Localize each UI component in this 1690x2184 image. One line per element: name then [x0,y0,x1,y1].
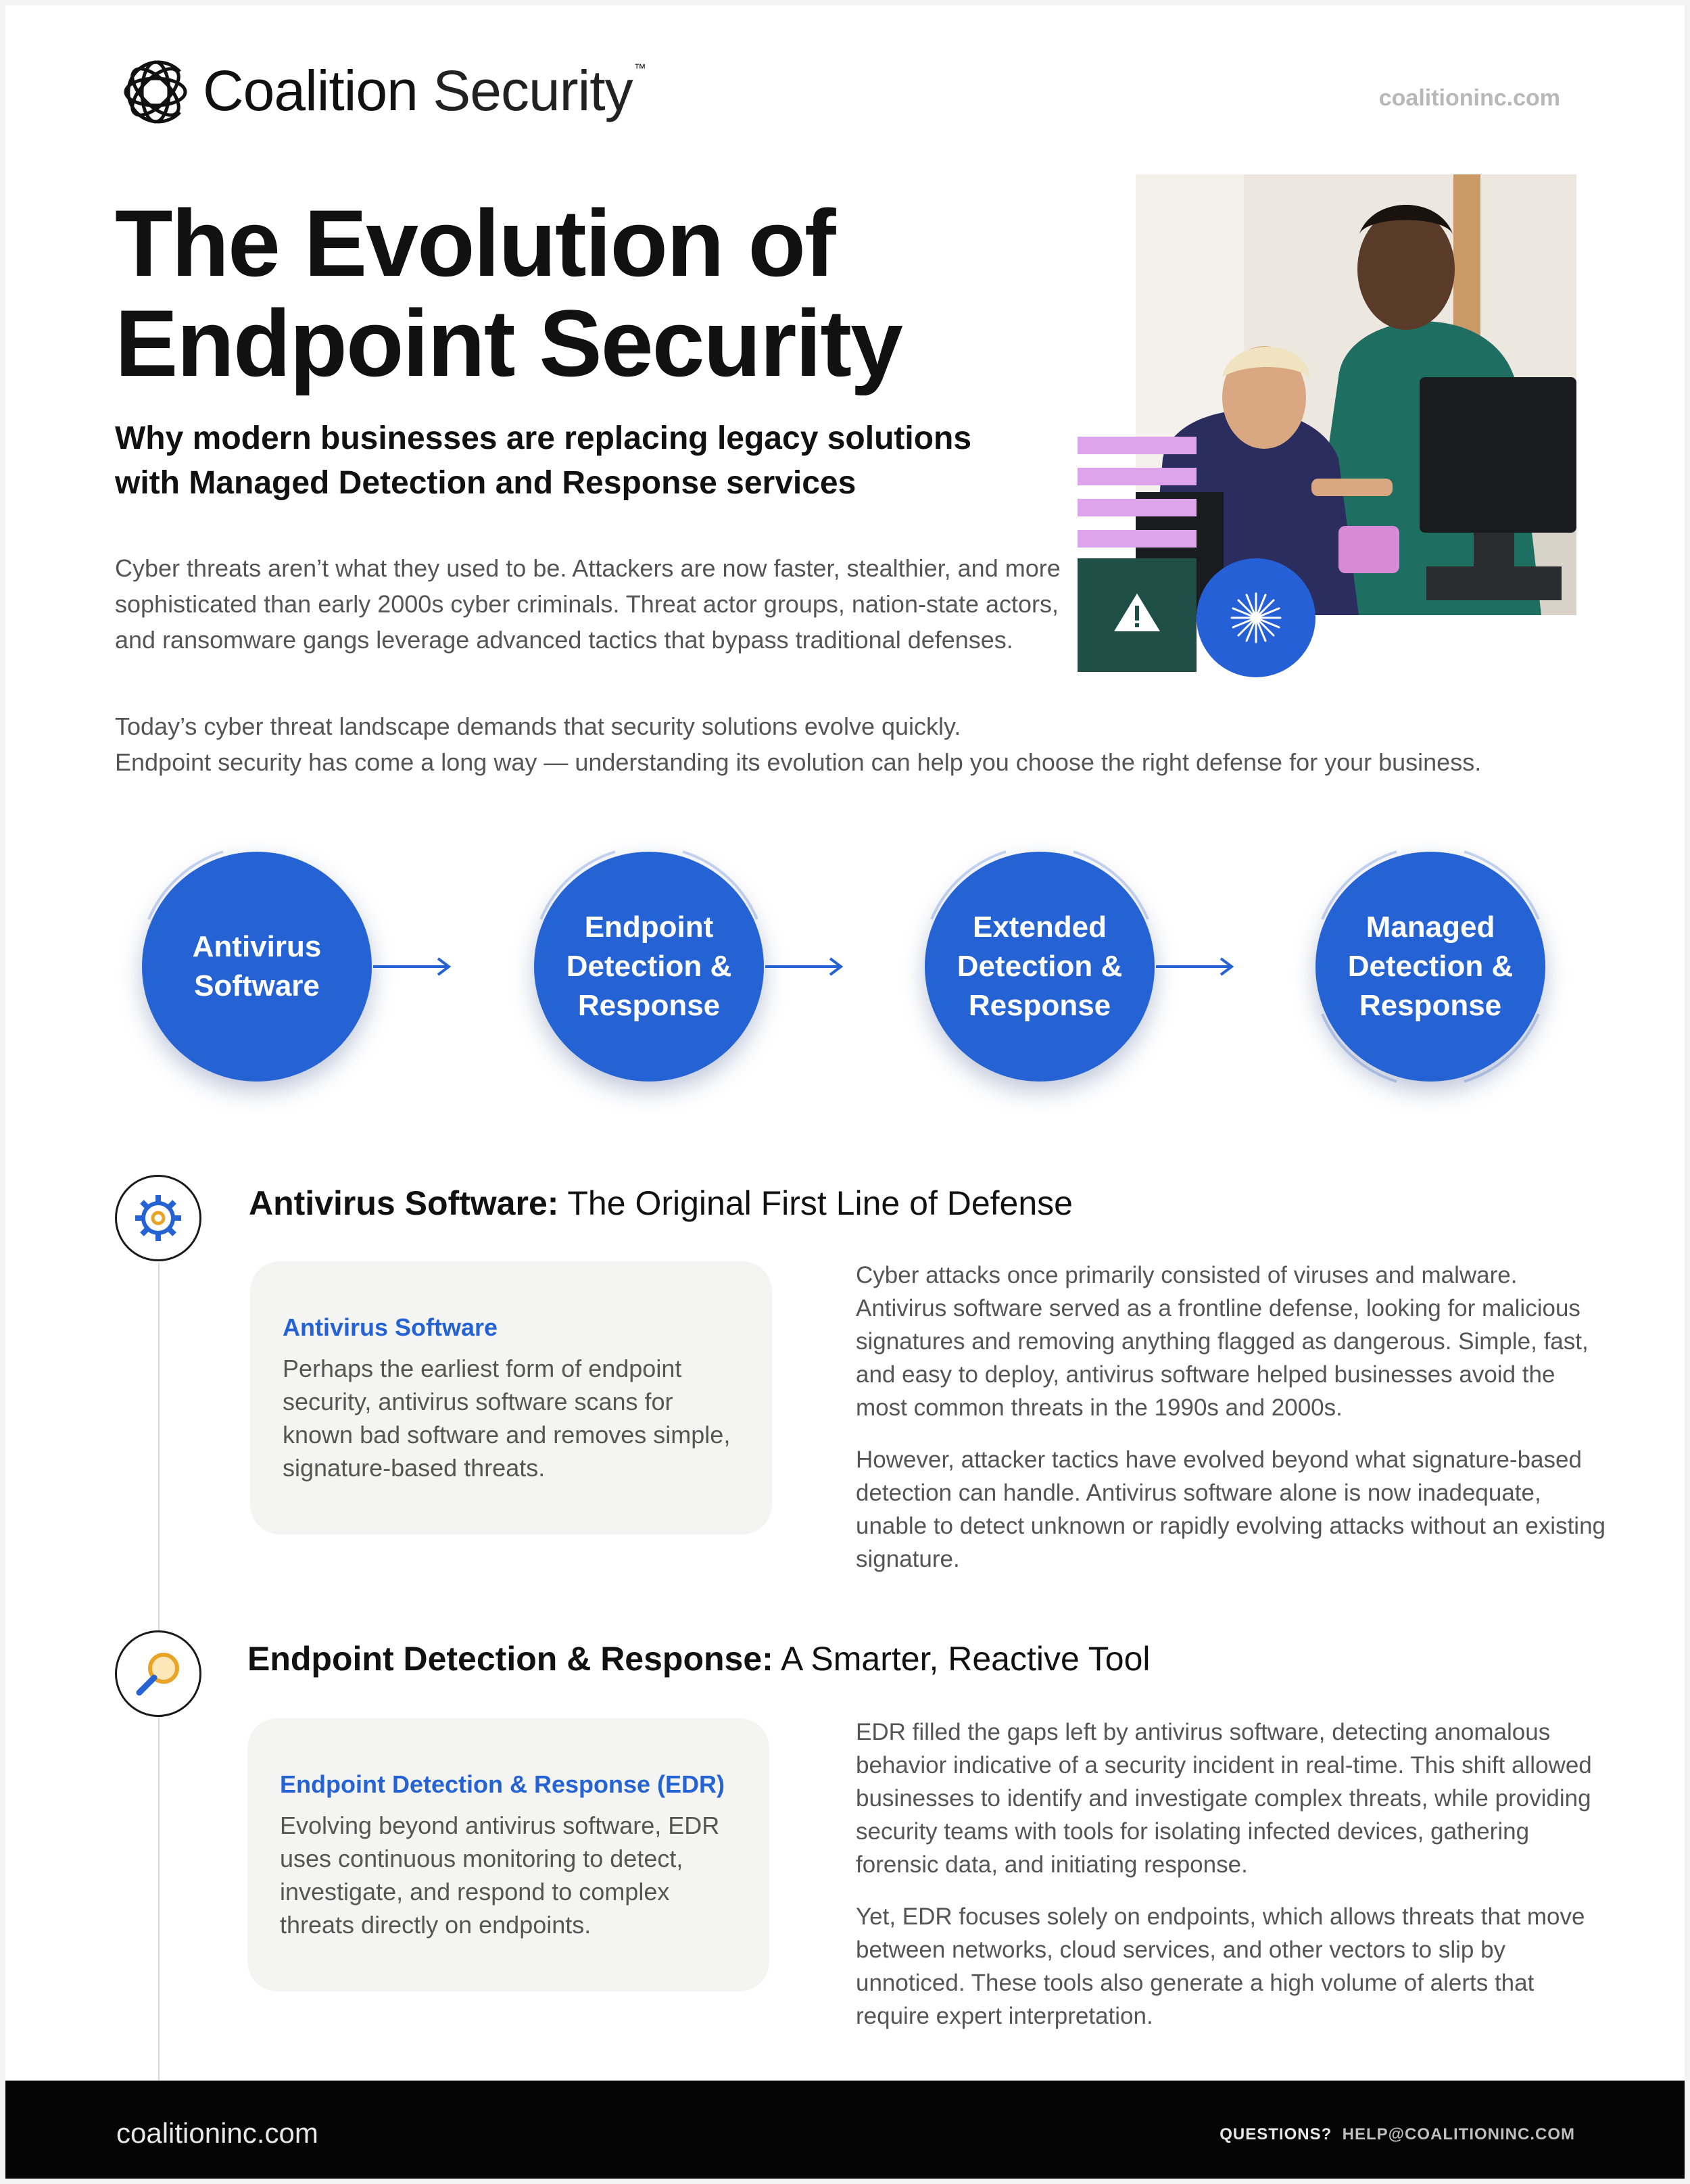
magnifier-icon [130,1645,187,1702]
intro-paragraph-2-line-2: Endpoint security has come a long way — understanding its evolution can help you choose the right defense for your business. [115,748,1482,776]
flow-step-4-line-3: Response [1359,989,1502,1022]
flow-step-1-line-1: Antivirus [192,930,322,963]
section-icon-badge [115,1630,201,1717]
flow-step-4-line-1: Managed [1366,911,1495,944]
flow-step-2-line-2: Detection & [566,950,732,983]
trademark: ™ [633,62,646,75]
section-2-heading [247,1639,1151,1679]
flow-step-mdr [1315,852,1545,1082]
section-2-card-title: Endpoint Detection & Response (EDR) [280,1770,725,1798]
header-url-link[interactable]: coalitioninc.com [1378,85,1560,111]
flow-step-3-line-2: Detection & [957,950,1123,983]
flow-step-edr [534,852,764,1082]
section-1-paragraph-1: Cyber attacks once primarily consisted of viruses and malware. Antivirus software served as a frontline defense, looking for malicious signatures and removing anything flagged as dangerous. Simple, fast, and easy to deploy, antivirus software helped businesses avoid the most common threats in the 1990s and 2000s. [856,1262,1589,1421]
footer-questions-label: QUESTIONS? [1220,2125,1332,2143]
subtitle-line-2: with Managed Detection and Response services [115,465,856,501]
section-2-paragraph-1: EDR filled the gaps left by antivirus software, detecting anomalous behavior indicative of a security incident in real-time. This shift allowed businesses to identify and investigate complex threats, while providing security teams with tools for isolating infected devices, gathering forensic data, and initiating response. [856,1719,1592,1878]
flow-step-1-line-2: Software [194,969,320,1002]
flow-step-3-line-3: Response [968,989,1111,1022]
section-2-heading-bold: Endpoint Detection & Response: [247,1640,773,1678]
lavender-stripes [1078,437,1197,561]
flow-step-antivirus [142,852,372,1082]
arrow-right-icon [373,953,454,980]
coalition-logo-icon [115,51,196,132]
intro-paragraph-2-line-1: Today’s cyber threat landscape demands that security solutions evolve quickly. [115,712,961,740]
section-1-card-title: Antivirus Software [283,1313,498,1341]
flow-step-4-line-2: Detection & [1347,950,1514,983]
section-2-card [247,1718,769,1991]
brand-wordmark [203,59,646,122]
section-2-heading-rest: A Smarter, Reactive Tool [773,1640,1151,1678]
title-line-1: The Evolution of [115,190,835,296]
title-line-2: Endpoint Security [115,290,902,396]
brand-suffix: Security [433,59,633,122]
hero-photo-illustration [1136,174,1576,615]
section-icon-badge [115,1175,201,1261]
flow-step-2-line-3: Response [577,989,721,1022]
warning-triangle-icon [1113,591,1161,634]
footer-url-link[interactable]: coalitioninc.com [116,2117,318,2149]
sparkle-icon [1224,585,1288,650]
hero-photo [1136,174,1576,615]
intro-paragraph-1: Cyber threats aren’t what they used to be. Attackers are now faster, stealthier, and more sophisticated than early 2000s cyber criminals. Threat actor groups, nation-state actors, and ransomware gangs leverage advanced tactics that bypass traditional defenses. [115,554,1061,654]
flow-step-xdr [925,852,1155,1082]
arrow-right-icon [1156,953,1237,980]
brand-name: Coalition [203,59,418,122]
gear-icon [130,1190,187,1246]
section-1-heading-bold: Antivirus Software: [249,1184,559,1222]
section-1-paragraph-2: However, attacker tactics have evolved beyond what signature-based detection can handle. Antivirus software alone is now inadequate, unable to detect unknown or rapidly evolving attacks without an existing signature. [856,1447,1606,1572]
section-1-body [856,1259,1606,1595]
section-1-card [250,1261,772,1534]
section-2-body [856,1716,1606,2052]
flow-step-3-line-1: Extended [972,911,1107,944]
subtitle-line-1: Why modern businesses are replacing legacy solutions [115,420,972,456]
arrow-right-icon [765,953,846,980]
footer-email-link[interactable]: HELP@COALITIONINC.COM [1342,2125,1575,2143]
flow-step-2-line-1: Endpoint [584,911,714,944]
page-subtitle [115,416,1061,506]
section-1-heading [249,1183,1073,1223]
page-title [115,190,1061,396]
section-2-card-body: Evolving beyond antivirus software, EDR uses continuous monitoring to detect, investigate, and respond to complex threats directly on endpoints. [280,1812,720,1939]
section-1-card-body: Perhaps the earliest form of endpoint security, antivirus software scans for known bad software and removes simple, signature-based threats. [283,1355,731,1482]
section-2-paragraph-2: Yet, EDR focuses solely on endpoints, which allows threats that move between networks, cloud services, and other vectors to slip by unnoticed. These tools also generate a high volume of alerts that require expert interpretation. [856,1903,1585,2029]
intro-paragraph-2 [115,708,1602,780]
page-sheet [5,5,1685,2179]
section-1-heading-rest: The Original First Line of Defense [558,1184,1073,1222]
footer-contact [1220,2125,1575,2144]
